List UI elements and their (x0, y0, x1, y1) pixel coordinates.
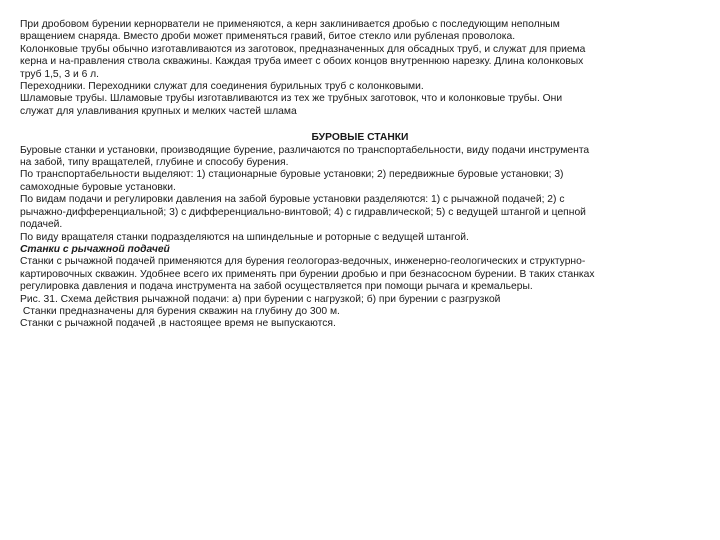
text-line: Станки с рычажной подачей применяются для бурения геологораз-ведочных, инженерно-геологических и структурно- (20, 256, 586, 268)
text-line: регулировка давления и подача инструмента на забой осуществляется при помощи рычага и кремальеры. (20, 281, 533, 293)
text-line: По видам подачи и регулировки давления на забой буровые установки разделяются: 1) с рычажной подачей; 2) с (20, 194, 565, 206)
text-line: подачей. (20, 219, 63, 231)
text-line: По виду вращателя станки подразделяются на шпиндельные и роторные с ведущей штангой. (20, 231, 469, 243)
text-line: вращением снаряда. Вместо дроби может применяться гравий, битое стекло или рубленая проволока. (20, 31, 516, 43)
text-line: Буровые станки и установки, производящие бурение, различаются по транспортабельности, виду подачи инструмента (20, 144, 590, 156)
text-line: служат для улавливания крупных и мелких частей шлама (20, 105, 297, 117)
text-line: Переходники. Переходники служат для соединения бурильных труб с колонковыми. (20, 81, 424, 93)
text-line: керна и на-правления ствола скважины. Каждая труба имеет с обоих концов внутреннюю нарезку. Длина колонковых (20, 56, 584, 68)
text-line: труб 1,5, 3 и 6 л. (20, 68, 100, 80)
subsection-heading: Станки с рычажной подачей (20, 243, 170, 255)
text-line: При дробовом бурении кернорватели не применяются, а керн заклинивается дробью с последующим неполным (20, 19, 560, 30)
document-body (20, 19, 700, 331)
section-heading: БУРОВЫЕ СТАНКИ (311, 132, 409, 144)
text-line: самоходные буровые установки. (20, 181, 176, 193)
text-line: По транспортабельности выделяют: 1) стационарные буровые установки; 2) передвижные буровые установки; 3) (20, 169, 564, 181)
text-line: Колонковые трубы обычно изготавливаются из заготовок, предназначенных для обсадных труб, и служат для приема (20, 43, 586, 55)
figure-caption: Рис. 31. Схема действия рычажной подачи: а) при бурении с нагрузкой; б) при бурении с разгрузкой (20, 293, 501, 305)
text-line: Станки предназначены для бурения скважин на глубину до 300 м. (20, 305, 340, 317)
text-line: картировочных скважин. Удобнее всего их применять при бурении дробью и при безнасосном бурении. В таких станках (20, 268, 595, 280)
text-line: Станки с рычажной подачей ,в настоящее время не выпускаются. (20, 318, 336, 330)
text-line: Шламовые трубы. Шламовые трубы изготавливаются из тех же трубных заготовок, что и колонковые трубы. Они (20, 93, 563, 105)
paragraph-spacer (20, 118, 700, 132)
text-line: рычажно-дифференциальной; 3) с дифференциально-винтовой; 4) с гидравлической; 5) с ведущей штангой и цепной (20, 206, 586, 218)
text-line: на забой, типу вращателей, глубине и способу бурения. (20, 157, 289, 169)
